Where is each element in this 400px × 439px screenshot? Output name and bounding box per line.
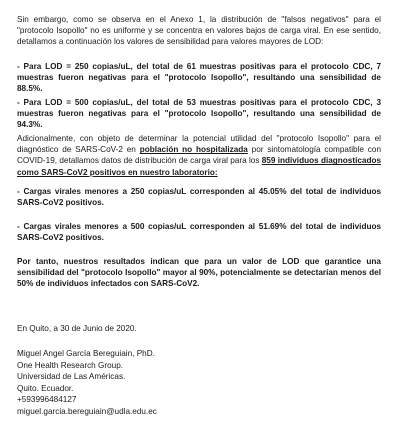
viral-load-500-paragraph: - Cargas virales menores a 500 copias/uL corresponden al 51.69% del total de individuos SARS-CoV2 positivos. [17,222,381,243]
non-hospitalized-emphasis: población no hospitalizada [139,145,248,155]
email-address: miguel.garcia.bereguiain@udla.edu.ec [17,406,157,416]
viral-load-250-paragraph: - Cargas virales menores a 250 copias/uL corresponden al 45.05% del total de individuos SARS-CoV2 positivos. [17,187,381,208]
phone-number: +593996484127 [17,395,77,404]
conclusion-paragraph: Por tanto, nuestros resultados indican que para un valor de LOD que garantice una sensibilidad del "protocolo Isopollo" mayor al 90%, potencialmente se detectarían menos del 50% de individuos infectados con SARS-CoV2. [17,257,381,289]
date-line: En Quito, a 30 de Junio de 2020. [17,324,137,333]
lod-500-paragraph: - Para LOD = 500 copias/uL, del total de 53 muestras positivas para el protocolo CDC, 3 muestras fueron negativas para el "protocolo Isopollo", resultando una sensibilidad de 94.3%. [17,98,381,130]
signature-block [17,348,157,417]
additional-info-paragraph [17,133,381,178]
signatory-name: Miguel Angel García Bereguiain, PhD. [17,349,155,358]
lod-250-paragraph: - Para LOD = 250 copias/uL, del total de 61 muestras positivas para el protocolo CDC, 7 muestras fueron negativas para el "protocolo Isopollo", resultando una sensibilidad de 88.5%. [17,62,381,94]
diagnosed-individuals-emphasis: 859 individuos diagnosticados como SARS-CoV2 positivos en nuestro laboratorio: [17,156,382,177]
additional-info-text-c: por sintomatología compatible con COVID-19, detallamos datos de distribución de carga viral para los [17,145,382,166]
university-name: Universidad de Las Américas. [17,372,126,381]
additional-info-text-a: Adicionalmente, con objeto de determinar la potencial utilidad del "protocolo Isopollo" para el diagnóstico de SARS-CoV-2 en [17,134,381,155]
intro-paragraph: Sin embargo, como se observa en el Anexo 1, la distribución de "falsos negativos" para el "protocolo Isopollo" no es uniforme y se concentra en valores bajos de carga viral. En ese sentido, detallamos a continuación los valores de sensibilidad para valores mayores de LOD: [17,15,381,47]
research-group: One Health Research Group. [17,360,124,370]
city-country: Quito. Ecuador. [17,383,74,393]
